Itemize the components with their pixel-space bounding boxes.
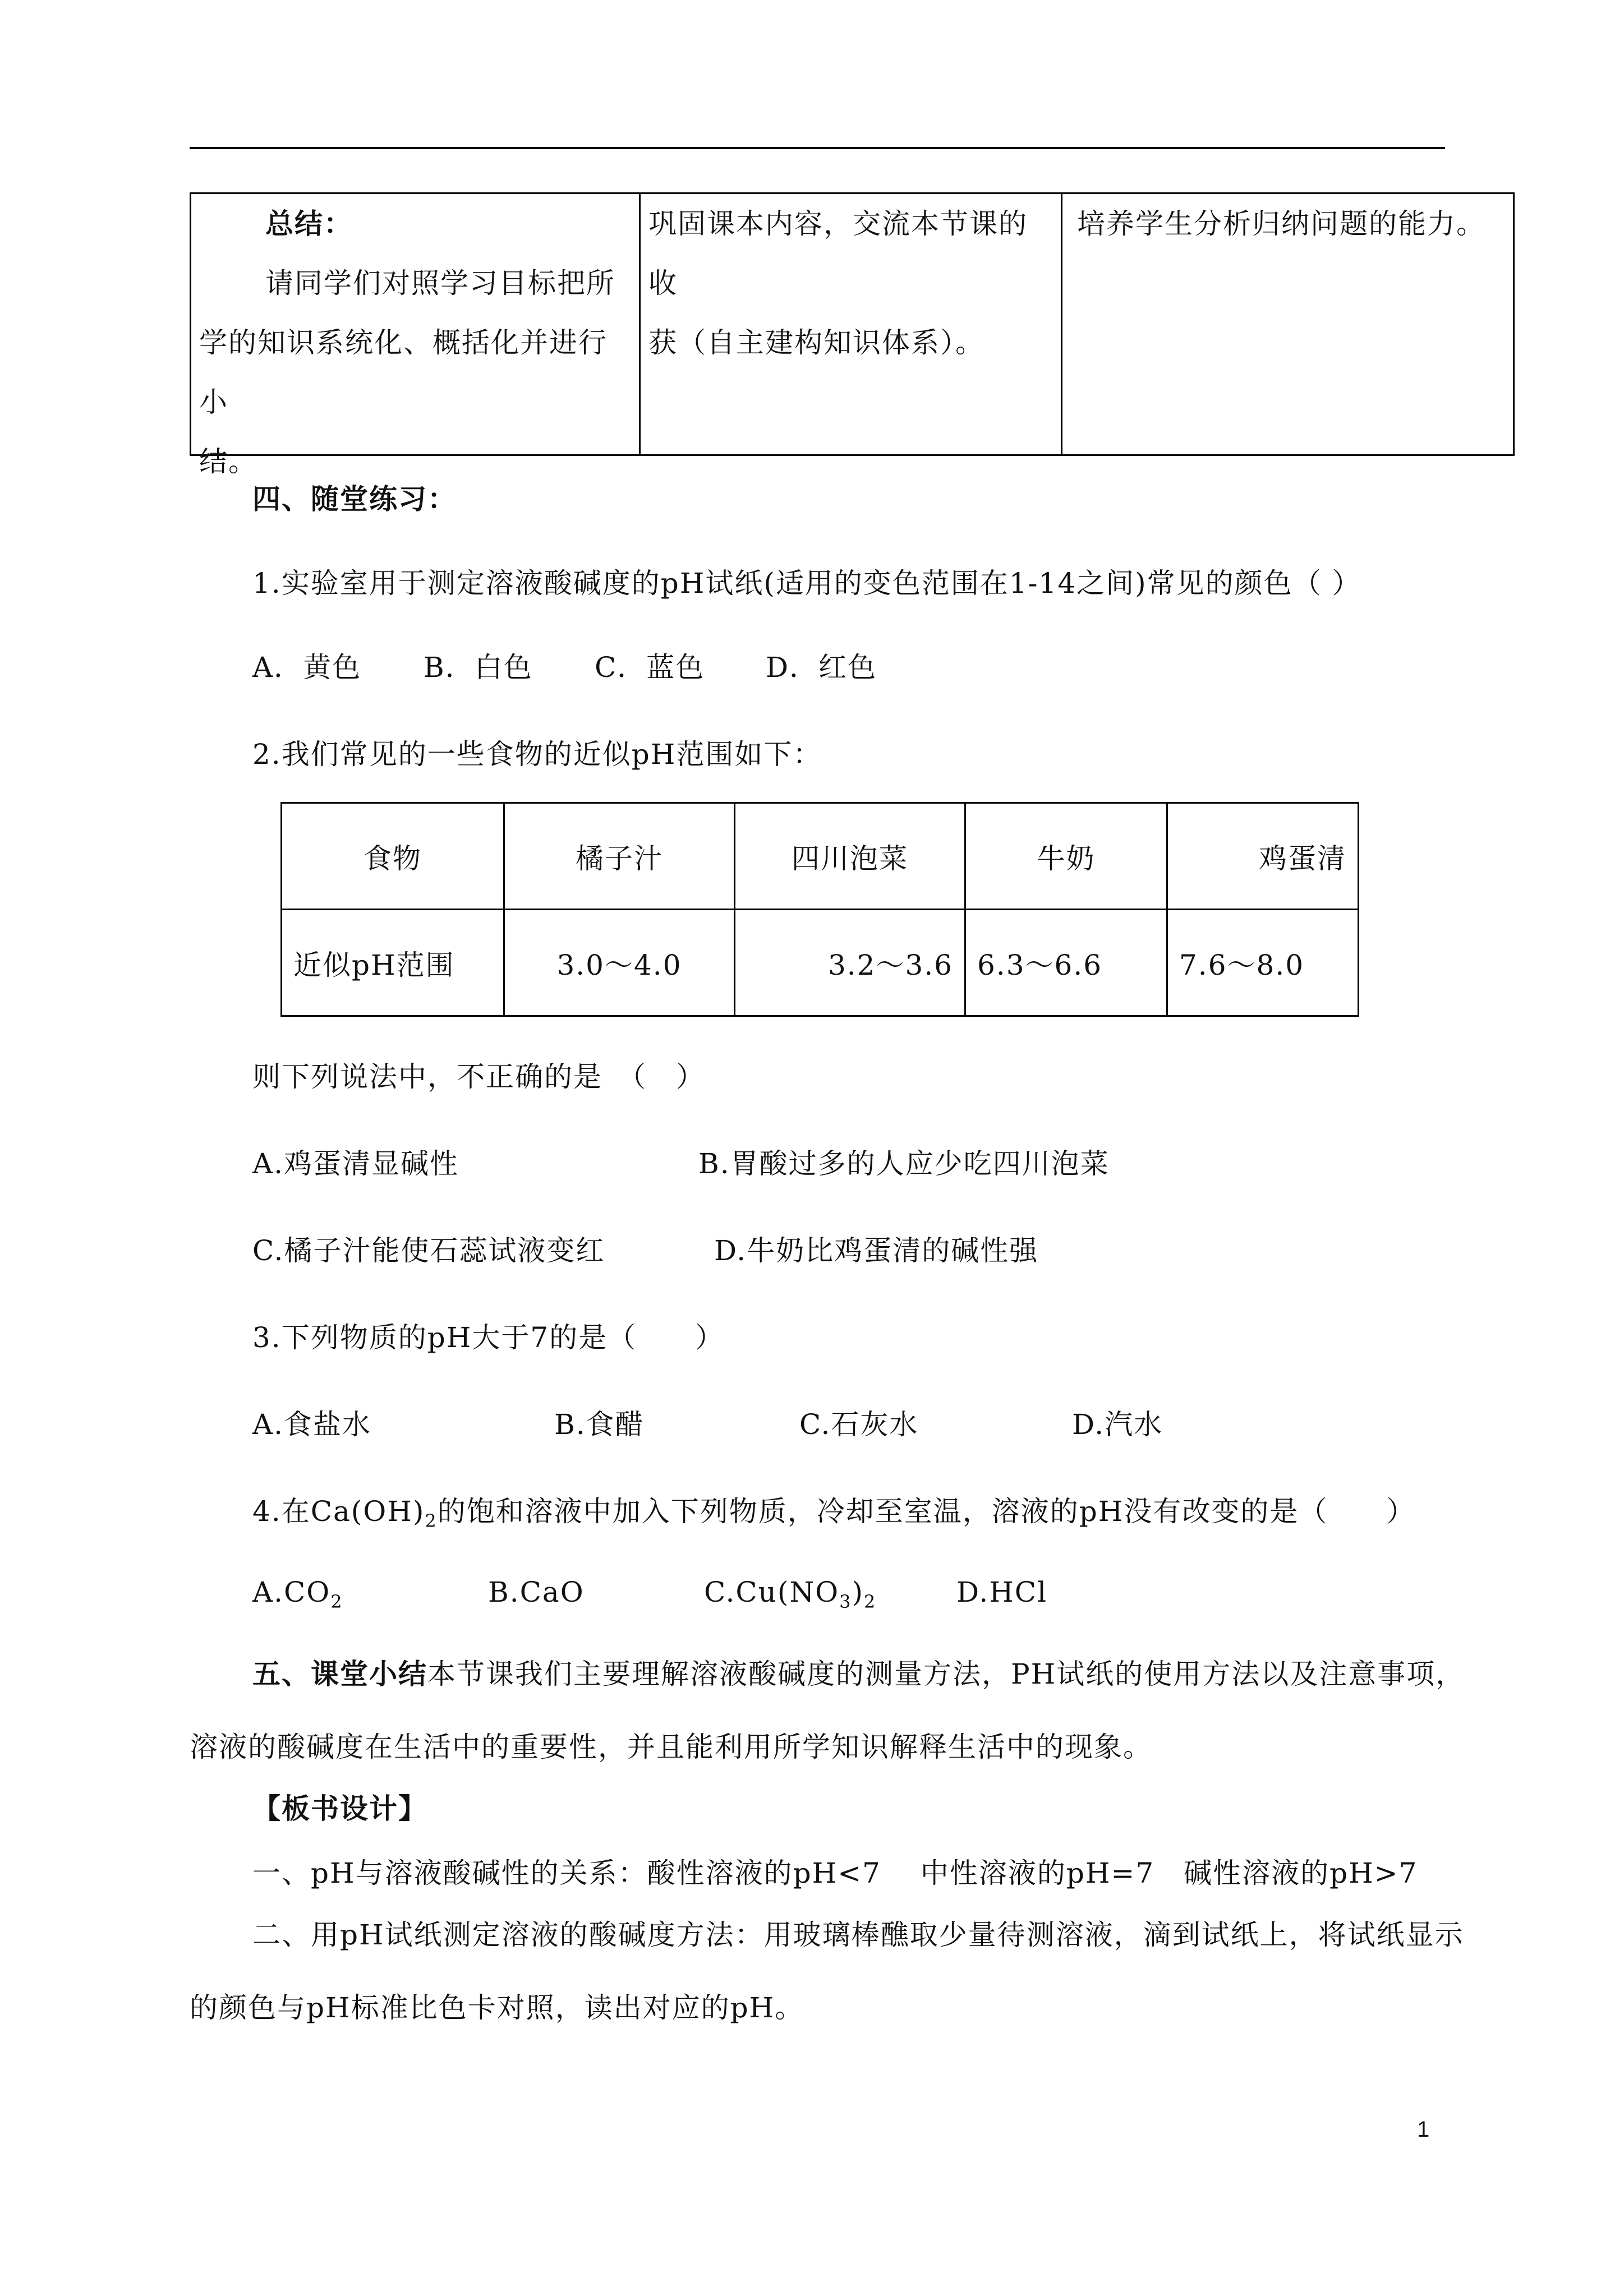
header-rule (190, 147, 1445, 149)
question-1-options (252, 645, 877, 685)
board-line-2: 二、用pH试纸测定溶液的酸碱度方法：用玻璃棒醮取少量待测溶液，滴到试纸上，将试纸显示 (252, 1919, 1464, 1951)
subscript: 2 (330, 1591, 343, 1612)
board-line-2: 的颜色与pH标准比色卡对照，读出对应的pH。 (190, 1991, 804, 2024)
summary-text-line: 结。 (199, 445, 257, 478)
option: A.食盐水 (252, 1408, 372, 1441)
option: B.食醋 (554, 1408, 645, 1441)
option: C.石灰水 (799, 1408, 919, 1441)
summary-col-student (641, 194, 1062, 454)
option: D．红色 (766, 651, 877, 684)
option-text: B.CaO (488, 1576, 585, 1608)
summary-text-line: 学的知识系统化、概括化并进行小 (199, 326, 608, 418)
question-4-prefix: 4.在Ca(OH) (252, 1495, 425, 1528)
table-row (282, 910, 1359, 1016)
option: D.汽水 (1072, 1408, 1163, 1441)
summary-col-teacher (191, 194, 641, 478)
section5-text: 溶液的酸碱度在生活中的重要性，并且能利用所学知识解释生活中的现象。 (190, 1731, 1152, 1763)
table-header-cell: 牛奶 (965, 803, 1167, 910)
option-text: A.CO (252, 1576, 331, 1608)
table-cell: 6.3～6.6 (965, 910, 1167, 1016)
section4-heading: 四、随堂练习： (252, 482, 457, 515)
option: B.胃酸过多的人应少吃四川泡菜 (698, 1147, 1110, 1180)
question-4-options (252, 1576, 1047, 1612)
table-cell: 3.0～4.0 (504, 910, 735, 1016)
question-3: 3.下列物质的pH大于7的是（ ） (252, 1321, 725, 1354)
table-header-cell: 食物 (282, 803, 504, 910)
summary-text-line: 请同学们对照学习目标把所 (265, 267, 615, 299)
table-cell: 3.2～3.6 (735, 910, 965, 1016)
option-text: ) (852, 1576, 864, 1608)
table-header-cell: 橘子汁 (504, 803, 735, 910)
option: A.鸡蛋清显碱性 (252, 1147, 459, 1180)
option-text: C.Cu(NO (704, 1576, 840, 1608)
question-2-options-row2 (252, 1228, 1038, 1269)
option: C.橘子汁能使石蕊试液变红 (252, 1234, 605, 1267)
option-text: D.HCl (956, 1576, 1048, 1608)
table-row (282, 803, 1359, 910)
table-header-cell: 四川泡菜 (735, 803, 965, 910)
option (252, 1576, 488, 1612)
question-4 (252, 1489, 1415, 1532)
board-line-1: 一、pH与溶液酸碱性的关系：酸性溶液的pH<7 中性溶液的pH=7 碱性溶液的pH>7 (252, 1857, 1418, 1889)
subscript: 3 (839, 1591, 852, 1612)
table-header-cell: 鸡蛋清 (1167, 803, 1359, 910)
question-2-options-row1 (252, 1141, 1110, 1182)
summary-title: 总结： (265, 207, 353, 240)
food-ph-table (280, 802, 1359, 1017)
section5-paragraph (190, 1638, 1474, 1783)
summary-col-intent (1062, 194, 1513, 454)
question-1: 1.实验室用于测定溶液酸碱度的pH试纸(适用的变色范围在1-14之间)常见的颜色（ ） (252, 567, 1361, 600)
option: D.牛奶比鸡蛋清的碱性强 (714, 1234, 1039, 1267)
subscript: 2 (425, 1510, 438, 1532)
option: A．黄色 (252, 651, 362, 684)
option (704, 1576, 956, 1612)
board-paragraph-2 (190, 1898, 1474, 2044)
option (956, 1576, 1047, 1608)
question-2: 2.我们常见的一些食物的近似pH范围如下： (252, 738, 822, 771)
option: C．蓝色 (595, 651, 705, 684)
page-number: 1 (1417, 2117, 1430, 2142)
table-cell: 7.6～8.0 (1167, 910, 1359, 1016)
question-3-options (252, 1402, 1163, 1442)
option: B．白色 (424, 651, 533, 684)
option (488, 1576, 704, 1608)
question-2-stem: 则下列说法中，不正确的是 （ ） (252, 1061, 705, 1093)
question-4-suffix: 的饱和溶液中加入下列物质，冷却至室温，溶液的pH没有改变的是（ ） (437, 1495, 1416, 1528)
summary-text-line: 获（自主建构知识体系）。 (648, 326, 984, 359)
table-cell: 近似pH范围 (282, 910, 504, 1016)
section5-text: 本节课我们主要理解溶液酸碱度的测量方法，PH试纸的使用方法以及注意事项， (427, 1658, 1465, 1690)
summary-text-line: 培养学生分析归纳问题的能力。 (1077, 208, 1485, 240)
section5-heading: 五、课堂小结 (252, 1657, 427, 1690)
subscript: 2 (863, 1591, 877, 1612)
summary-table (190, 192, 1515, 478)
summary-text-line: 巩固课本内容，交流本节课的收 (648, 208, 1028, 299)
board-heading: 【板书设计】 (252, 1792, 427, 1825)
